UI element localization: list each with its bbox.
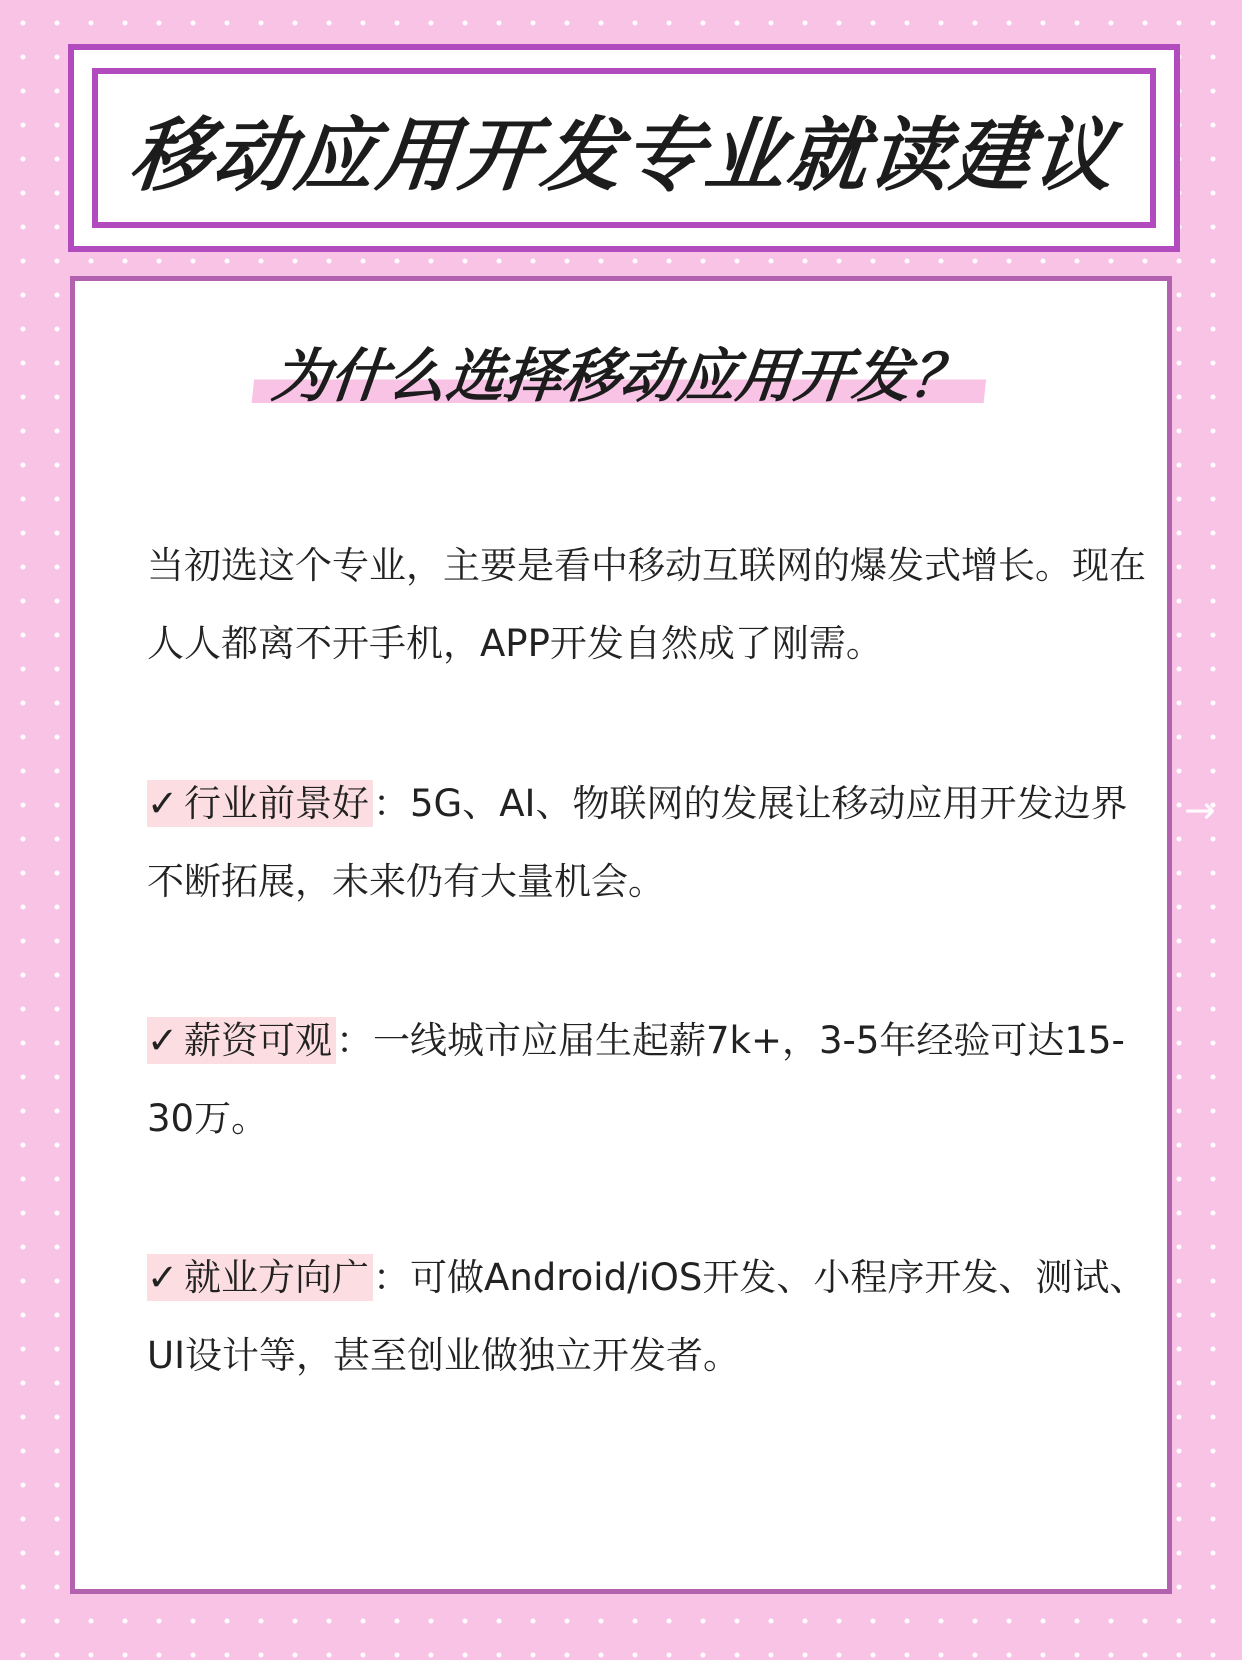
point-label: 就业方向广 <box>184 1256 370 1299</box>
check-icon: ✓ <box>147 1019 179 1062</box>
point-salary <box>147 1002 1147 1158</box>
next-arrow-icon[interactable]: → <box>1184 788 1216 832</box>
point-industry-prospect <box>147 765 1147 921</box>
point-label-highlight <box>147 1254 373 1301</box>
page-title: 移动应用开发专业就读建议 <box>126 108 1121 202</box>
check-icon: ✓ <box>147 782 179 825</box>
point-career-directions <box>147 1239 1147 1395</box>
intro-paragraph: 当初选这个专业，主要是看中移动互联网的爆发式增长。现在人人都离不开手机，APP开发自然成了刚需。 <box>147 544 1146 665</box>
point-text: ：可做Android/iOS开发、小程序开发、测试、UI设计等，甚至创业做独立开发者。 <box>147 1256 1147 1377</box>
point-label-highlight <box>147 1017 336 1064</box>
point-label: 行业前景好 <box>184 782 370 825</box>
point-label: 薪资可观 <box>184 1019 333 1062</box>
check-icon: ✓ <box>147 1256 179 1299</box>
point-text: ：5G、AI、物联网的发展让移动应用开发边界不断拓展，未来仍有大量机会。 <box>147 782 1128 903</box>
point-label-highlight <box>147 780 373 827</box>
section-heading: 为什么选择移动应用开发？ <box>251 329 992 413</box>
title-inner-frame <box>92 68 1156 228</box>
content-card <box>70 276 1172 1594</box>
point-text: ：一线城市应届生起薪7k+，3-5年经验可达15-30万。 <box>147 1019 1125 1140</box>
title-banner <box>68 44 1180 252</box>
subtitle-wrap <box>75 329 1167 413</box>
